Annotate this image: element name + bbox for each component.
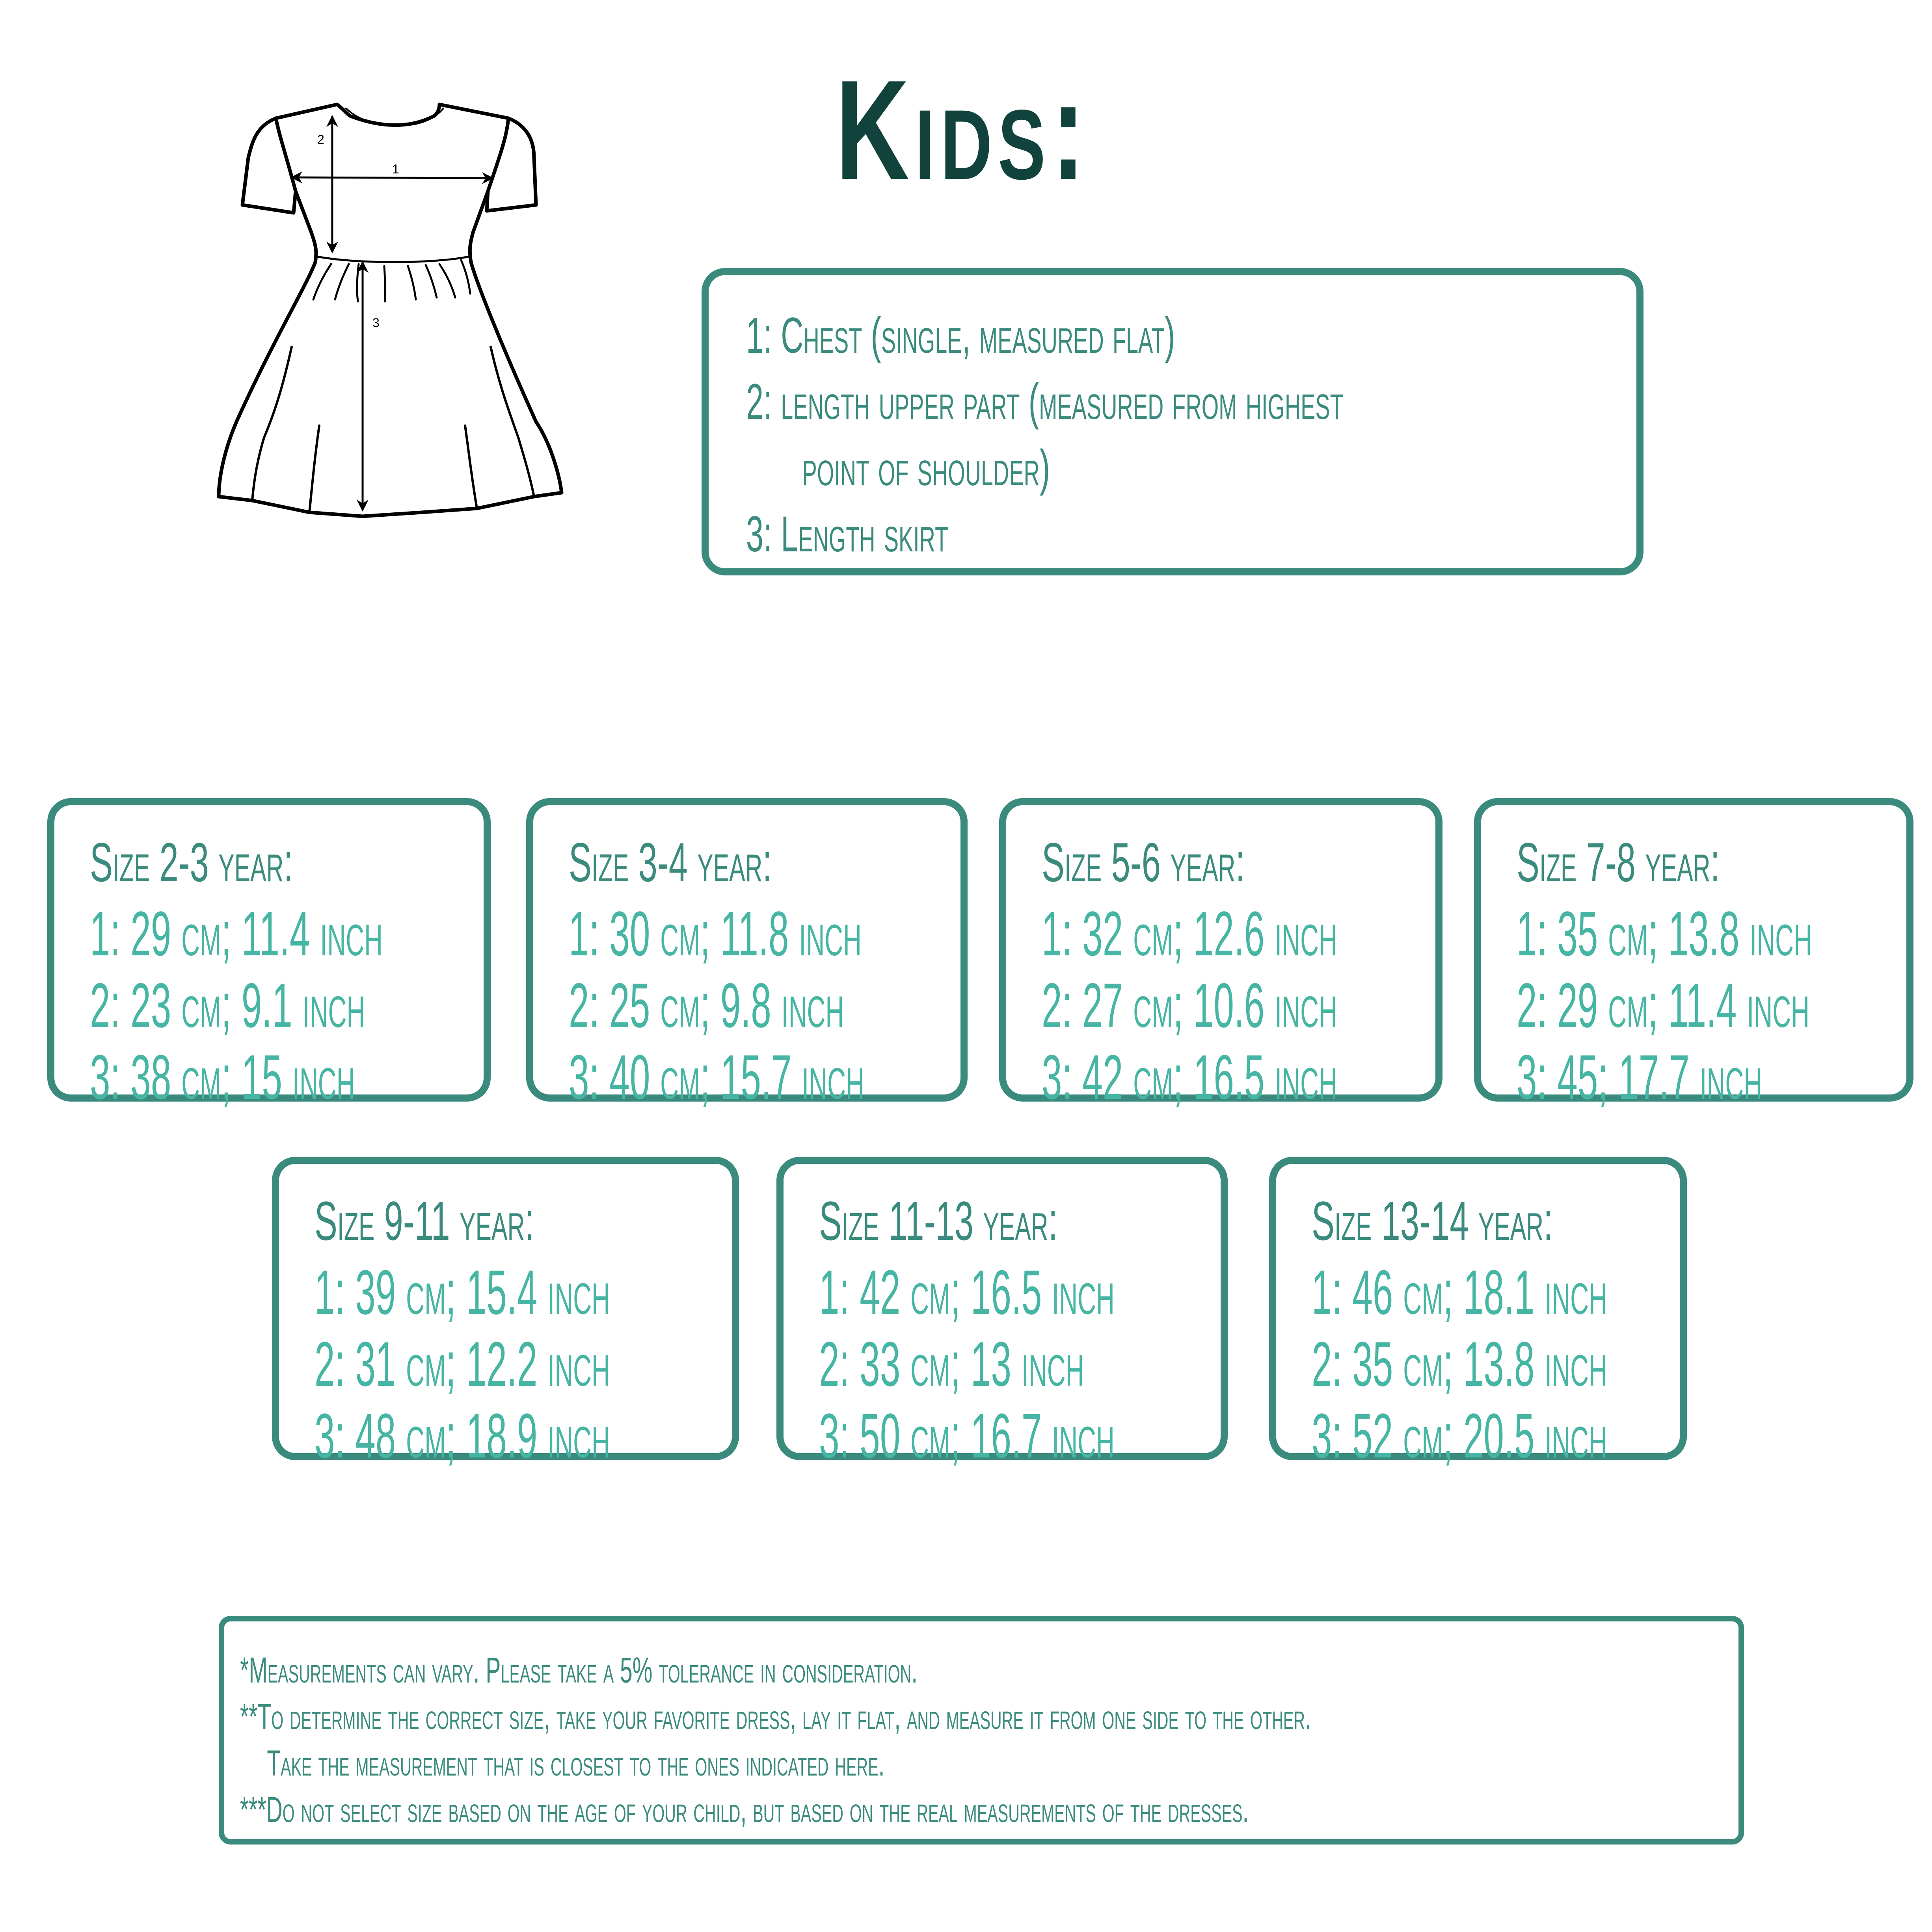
size-card-11-13	[776, 1157, 1228, 1471]
size-chest: 1: 35 cm; 13.8 inch	[1517, 898, 1812, 969]
size-heading: Size 11-13 year:	[819, 1190, 1058, 1252]
size-heading: Size 5-6 year:	[1042, 831, 1245, 893]
size-chest: 1: 42 cm; 16.5 inch	[819, 1257, 1115, 1327]
size-upper-length: 2: 31 cm; 12.2 inch	[315, 1329, 610, 1399]
label-upper-length: 2	[317, 132, 324, 147]
size-card-5-6	[999, 798, 1442, 1112]
dress-measurement-diagram	[197, 99, 591, 749]
legend-skirt-length: 3: Length skirt	[746, 506, 949, 562]
size-card-2-3	[47, 798, 491, 1112]
size-skirt-length: 3: 52 cm; 20.5 inch	[1312, 1400, 1607, 1471]
size-skirt-length: 3: 38 cm; 15 inch	[90, 1042, 355, 1112]
size-skirt-length: 3: 40 cm; 15.7 inch	[569, 1042, 864, 1112]
size-skirt-length: 3: 48 cm; 18.9 inch	[315, 1400, 610, 1471]
label-skirt-length: 3	[372, 316, 380, 330]
size-upper-length: 2: 23 cm; 9.1 inch	[90, 970, 365, 1040]
size-heading: Size 13-14 year:	[1312, 1190, 1553, 1252]
size-chest: 1: 30 cm; 11.8 inch	[569, 898, 862, 969]
note-how-to-measure: **To determine the correct size, take your favorite dress, lay it flat, and measure it from one side to the other.	[240, 1697, 1311, 1737]
size-skirt-length: 3: 42 cm; 16.5 inch	[1042, 1042, 1337, 1112]
label-chest: 1	[392, 162, 399, 176]
size-chest: 1: 39 cm; 15.4 inch	[315, 1257, 610, 1327]
legend-upper-length-cont: point of shoulder)	[802, 440, 1050, 496]
size-chest: 1: 29 cm; 11.4 inch	[90, 898, 383, 969]
size-upper-length: 2: 35 cm; 13.8 inch	[1312, 1329, 1607, 1399]
size-heading: Size 3-4 year:	[569, 831, 772, 893]
size-upper-length: 2: 25 cm; 9.8 inch	[569, 970, 844, 1040]
size-upper-length: 2: 27 cm; 10.6 inch	[1042, 970, 1337, 1040]
disclaimer-notes	[219, 1616, 1744, 1845]
measurement-legend	[702, 268, 1644, 575]
size-upper-length: 2: 33 cm; 13 inch	[819, 1329, 1084, 1399]
size-heading: Size 7-8 year:	[1517, 831, 1720, 893]
size-card-7-8	[1474, 798, 1913, 1112]
legend-upper-length: 2: length upper part (measured from highest	[746, 374, 1344, 430]
size-skirt-length: 3: 45; 17.7 inch	[1517, 1042, 1763, 1112]
size-chest: 1: 32 cm; 12.6 inch	[1042, 898, 1337, 969]
page-title: Kids:	[836, 51, 1091, 209]
size-card-9-11	[272, 1157, 739, 1471]
size-heading: Size 9-11 year:	[315, 1190, 534, 1252]
legend-chest: 1: Chest (single, measured flat)	[746, 307, 1175, 364]
note-select-by-measurement: ***Do not select size based on the age of your child, but based on the real measurements of the dresses.	[240, 1790, 1249, 1830]
size-skirt-length: 3: 50 cm; 16.7 inch	[819, 1400, 1115, 1471]
note-how-to-measure-cont: Take the measurement that is closest to the ones indicated here.	[267, 1743, 885, 1783]
size-upper-length: 2: 29 cm; 11.4 inch	[1517, 970, 1810, 1040]
size-card-13-14	[1269, 1157, 1687, 1471]
size-heading: Size 2-3 year:	[90, 831, 293, 893]
size-chest: 1: 46 cm; 18.1 inch	[1312, 1257, 1607, 1327]
size-card-3-4	[526, 798, 968, 1112]
note-tolerance: *Measurements can vary. Please take a 5% tolerance in consideration.	[240, 1650, 918, 1690]
